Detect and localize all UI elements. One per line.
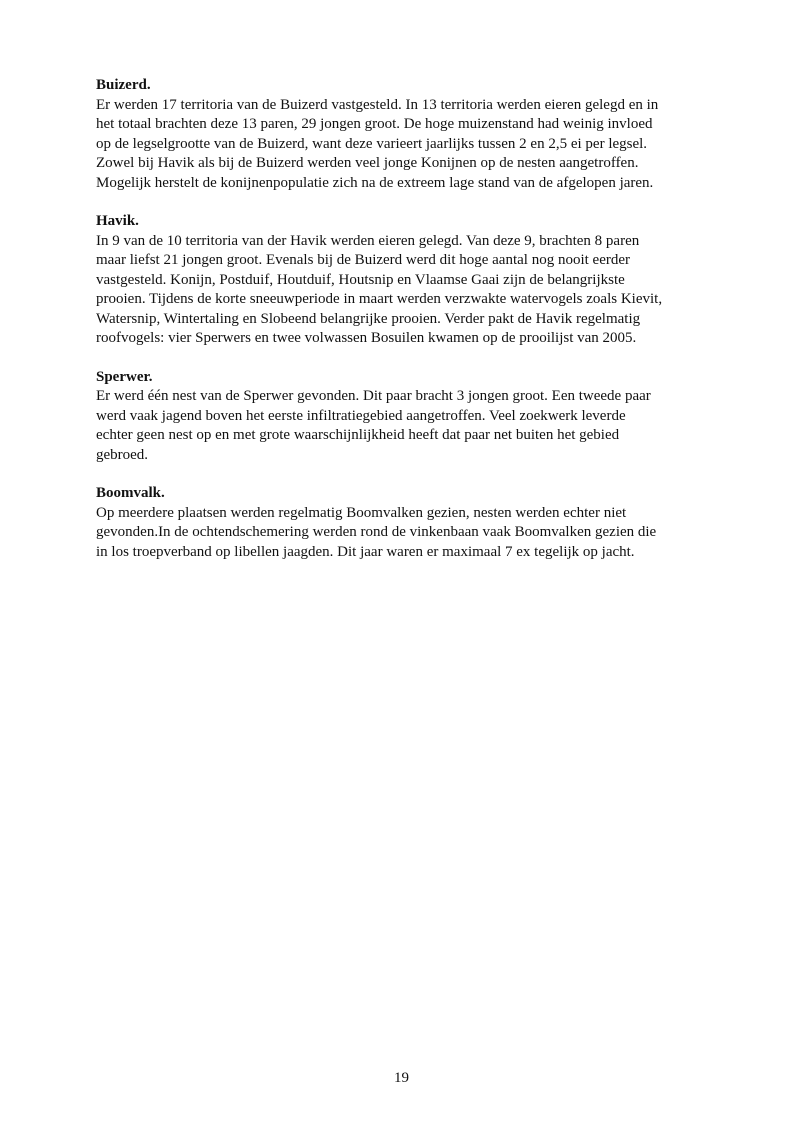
section-boomvalk	[96, 484, 716, 562]
paragraph-line: roofvogels: vier Sperwers en twee volwassen Bosuilen kwamen op de prooilijst van 2005.	[96, 330, 637, 346]
section-heading: Buizerd.	[96, 77, 151, 93]
paragraph-line: maar liefst 21 jongen groot. Evenals bij de Buizerd werd dit hoge aantal nog nooit eerder	[96, 252, 631, 268]
paragraph-line: vastgesteld. Konijn, Postduif, Houtduif, Houtsnip en Vlaamse Gaai zijn de belangrijkste	[96, 271, 625, 288]
page-number: 19	[394, 1070, 409, 1086]
paragraph-line: op de legselgrootte van de Buizerd, want deze varieert jaarlijks tussen 2 en 2,5 ei per legsel.	[96, 135, 648, 152]
paragraph-line: Er werd één nest van de Sperwer gevonden. Dit paar bracht 3 jongen groot. Een tweede paar	[96, 388, 651, 404]
paragraph-line: Op meerdere plaatsen werden regelmatig Boomvalken gezien, nesten werden echter niet	[96, 504, 627, 521]
section-heading: Boomvalk.	[96, 485, 165, 501]
section-havik	[96, 212, 716, 349]
paragraph-line: Er werden 17 territoria van de Buizerd vastgesteld. In 13 territoria werden eieren gelegd en in	[96, 96, 659, 113]
paragraph-line: Zowel bij Havik als bij de Buizerd werden veel jonge Konijnen op de nesten aangetroffen.	[96, 155, 639, 171]
paragraph-line: gebroed.	[96, 446, 149, 463]
section-buizerd	[96, 76, 716, 193]
paragraph-line: het totaal brachten deze 13 paren, 29 jongen groot. De hoge muizenstand had weinig invloed	[96, 116, 653, 132]
paragraph-line: prooien. Tijdens de korte sneeuwperiode in maart werden verzwakte watervogels zoals Kievit,	[96, 291, 663, 307]
section-sperwer	[96, 368, 716, 466]
paragraph-line: In 9 van de 10 territoria van der Havik werden eieren gelegd. Van deze 9, brachten 8 paren	[96, 232, 640, 249]
paragraph-line: in los troepverband op libellen jaagden. Dit jaar waren er maximaal 7 ex tegelijk op jacht.	[96, 543, 635, 560]
document-page	[96, 76, 716, 581]
section-heading: Sperwer.	[96, 368, 153, 385]
paragraph-line: echter geen nest op en met grote waarschijnlijkheid heeft dat paar net buiten het gebied	[96, 427, 620, 443]
paragraph-line: gevonden.In de ochtendschemering werden rond de vinkenbaan vaak Boomvalken gezien die	[96, 524, 657, 540]
paragraph-line: Mogelijk herstelt de konijnenpopulatie zich na de extreem lage stand van de afgelopen jaren.	[96, 174, 654, 191]
paragraph-line: Watersnip, Wintertaling en Slobeend belangrijke prooien. Verder pakt de Havik regelmatig	[96, 310, 641, 327]
section-heading: Havik.	[96, 213, 139, 229]
paragraph-line: werd vaak jagend boven het eerste infiltratiegebied aangetroffen. Veel zoekwerk leverde	[96, 407, 626, 424]
